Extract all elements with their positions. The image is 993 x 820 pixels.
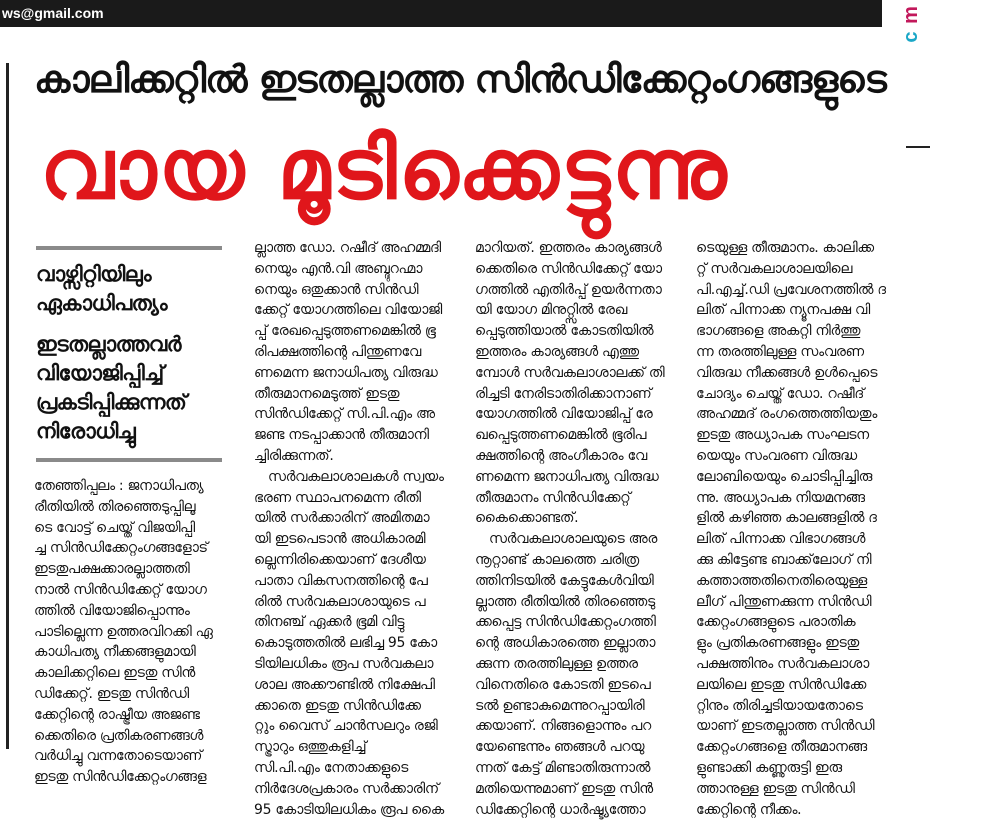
article-line: ശാല അക്കൗണ്ടിൽ നിക്ഷേപി bbox=[254, 676, 435, 693]
article-line: ക്കുന്ന തരത്തിലുള്ള ഉത്തര bbox=[475, 655, 638, 672]
article-line: റ്റും വൈസ് ചാൻസലറും രജി bbox=[254, 718, 438, 735]
article-line: വർധിച്ചു വന്നതോടെയാണ് bbox=[34, 748, 203, 765]
article-line: ടെ വോട്ട് ചെയ്ത് വിജയിപ്പി bbox=[34, 519, 195, 536]
article-line: ജണ്ട നടപ്പാക്കാൻ തീരുമാനി bbox=[254, 427, 429, 444]
article-line: ഇടതു അധ്യാപക സംഘടന bbox=[696, 427, 869, 444]
article-line: പ്പ് രേഖപ്പെടുത്തണമെങ്കിൽ ഭൂ bbox=[254, 323, 436, 340]
article-line: ഭാഗങ്ങളെ അകറ്റി നിർത്തു bbox=[696, 323, 861, 340]
article-line: യോഗത്തിൽ വിയോജിപ്പ് രേ bbox=[475, 406, 653, 423]
article-line: ഗത്തിൽ എതിർപ്പ് ഉയർന്നതാ bbox=[475, 281, 662, 298]
article-line: ലിത് പിന്നാക്ക ന്യൂനപക്ഷ വി bbox=[696, 302, 870, 319]
highlight-box bbox=[36, 246, 222, 462]
article-line: പി.എച്ച്.ഡി പ്രവേശനത്തിൽ ദ bbox=[696, 281, 886, 298]
article-line: ക്കേറ്റംഗങ്ങളുടെ പരാതിക bbox=[696, 614, 856, 631]
highlight-line: പ്രകടിപ്പിക്കുന്നത് bbox=[36, 390, 187, 414]
article-line: ക്കെതിരെ പ്രതികരണങ്ങൾ bbox=[34, 727, 204, 744]
article-line: ളിൽ കഴിഞ്ഞ കാലങ്ങളിൽ ദ bbox=[696, 510, 877, 527]
article-line: ന്നത് കേട്ട് മിണ്ടാതിരുന്നാൽ bbox=[475, 759, 651, 776]
article-line: പക്ഷത്തിനും സർവകലാശാ bbox=[696, 655, 869, 672]
article-line: മ്പോൾ സർവകലാശാലക്ക് തി bbox=[475, 364, 665, 381]
article-line: നൂറ്റാണ്ട് കാലത്തെ ചരിത്ര bbox=[475, 551, 639, 568]
highlight-line: വിയോജിപ്പിച്ച് bbox=[36, 361, 164, 385]
article-line: യി ഇടപെടാൻ അധികാരമി bbox=[254, 531, 426, 548]
article-line: രീതിയിൽ തിരഞ്ഞെടുപ്പിലൂ bbox=[34, 498, 196, 515]
article-column-1 bbox=[34, 476, 224, 786]
article-line: ല്ലാത്ത ഡോ. റഷീദ് അഹമ്മദി bbox=[254, 240, 441, 256]
article-line: തേഞ്ഞിപ്പലം : ജനാധിപത്യ bbox=[34, 478, 204, 494]
side-rule bbox=[906, 146, 930, 148]
article-line: നെയും എൻ.വി അബ്ദുറഹ്മാ bbox=[254, 260, 423, 277]
article-line: ത്താനുള്ള ഇടതു സിൻഡി bbox=[696, 780, 855, 797]
article-column-4 bbox=[696, 238, 904, 818]
article-line: ച്ച സിൻഡിക്കേറ്റംഗങ്ങളോട് bbox=[34, 540, 208, 557]
kicker-headline: കാലിക്കറ്റിൽ ഇടതല്ലാത്ത സിൻഡിക്കേറ്റംഗങ്ങളുടെ bbox=[34, 57, 886, 101]
article-line: ക്കേറ്റിന്റെ രാഷ്ട്രീയ അജണ്ട bbox=[34, 706, 200, 723]
article-line: ഇടതുപക്ഷക്കാരല്ലാത്തതി bbox=[34, 561, 190, 578]
side-letter-c: c bbox=[900, 31, 922, 43]
email-text: ws@gmail.com bbox=[2, 5, 104, 21]
side-letter-m: m bbox=[900, 6, 922, 24]
main-headline: വായ മൂടിക്കെട്ടുന്നു bbox=[40, 120, 729, 218]
article-line: കൈക്കൊണ്ടത്. bbox=[475, 510, 579, 527]
article-line: കൊടുത്തതിൽ ലഭിച്ച 95 കോ bbox=[254, 635, 437, 652]
highlight-line: ഇടതല്ലാത്തവർ bbox=[36, 332, 181, 356]
article-line: ക്കേറ്റ് യോഗത്തിലെ വിയോജി bbox=[254, 302, 442, 319]
article-line: പാതാ വികസനത്തിന്റെ പേ bbox=[254, 572, 428, 589]
article-line: സിൻഡിക്കേറ്റ് സി.പി.എം അ bbox=[254, 406, 435, 423]
article-line: പാടില്ലെന്ന ഉത്തരവിറക്കി ഏ bbox=[34, 623, 213, 640]
article-line: വിനെതിരെ കോടതി ഇടപെ bbox=[475, 676, 651, 693]
article-line: മാറിയത്. ഇത്തരം കാര്യങ്ങൾ bbox=[475, 240, 662, 256]
article-line: ക്കെതിരെ സിൻഡിക്കേറ്റ് യോ bbox=[475, 260, 662, 277]
article-line: യേണ്ടെന്നും ഞങ്ങൾ പറയു bbox=[475, 739, 645, 756]
article-line: ക്കു കിട്ടേണ്ട ബാക്ക്‌ലോഗ് നി bbox=[696, 551, 872, 568]
article-line: ലോബിയെയും ചൊടിപ്പിച്ചിരു bbox=[696, 468, 873, 485]
article-line: ന്ന തരത്തിലുള്ള സംവരണ bbox=[696, 343, 864, 360]
article-line: ടിയിലധികം രൂപ സർവകലാ bbox=[254, 655, 434, 672]
article-line: ഭരണ സ്ഥാപനമെന്ന രീതി bbox=[254, 489, 421, 506]
highlight-line: ഏകാധിപത്യം bbox=[36, 291, 168, 315]
article-line: ക്കേറ്റംഗങ്ങളെ തീരുമാനങ്ങ bbox=[696, 739, 867, 756]
article-line: ണമെന്ന ജനാധിപത്യ വിരുദ്ധ bbox=[254, 364, 438, 381]
article-line: കാലിക്കറ്റിലെ ഇടതു സിൻ bbox=[34, 665, 195, 682]
article-column-2 bbox=[254, 238, 462, 818]
article-column-3 bbox=[475, 238, 683, 818]
article-line: ന്നു. അധ്യാപക നിയമനങ്ങ bbox=[696, 489, 865, 506]
article-line: ല്ലാത്ത രീതിയിൽ തിരഞ്ഞെടു bbox=[475, 593, 655, 610]
article-line: ഇത്തരം കാര്യങ്ങൾ എത്തു bbox=[475, 343, 639, 360]
article-line: ന്റെ അധികാരത്തെ ഇല്ലാതാ bbox=[475, 635, 656, 652]
article-line: റ്റിനും തിരിച്ചടിയായതോടെ bbox=[696, 697, 863, 714]
article-line: ചോദ്യം ചെയ്ത് ഡോ. റഷീദ് bbox=[696, 385, 865, 402]
article-line: ലയിലെ ഇടതു സിൻഡിക്കേ bbox=[696, 676, 866, 693]
article-line: രിച്ചടി നേരിടാതിരിക്കാനാണ് bbox=[475, 385, 652, 402]
article-line: രിപക്ഷത്തിന്റെ പിന്തുണവേ bbox=[254, 343, 421, 360]
article-line: നാൽ സിൻഡിക്കേറ്റ് യോഗ bbox=[34, 581, 207, 598]
highlight-line: വാഴ്സിറ്റിയിലും bbox=[36, 262, 152, 286]
article-line: തീരുമാനമെടുത്ത് ഇടതു bbox=[254, 385, 400, 402]
article-line: പ്പെടുത്തിയാൽ കോടതിയിൽ bbox=[475, 323, 654, 340]
article-line: ണമെന്ന ജനാധിപത്യ വിരുദ്ധ bbox=[475, 468, 659, 485]
article-line: യെയും സംവരണ വിരുദ്ധ bbox=[696, 447, 857, 464]
article-line: ടെയുള്ള തീരുമാനം. കാലിക്ക bbox=[696, 240, 874, 256]
article-line: ത്തിൽ വിയോജിപ്പൊന്നും bbox=[34, 602, 190, 619]
article-line: ത്തിനിടയിൽ കേട്ടുകേൾവിയി bbox=[475, 572, 654, 589]
highlight-line: നിരോധിച്ചു bbox=[36, 419, 136, 443]
article-line: അഹമ്മദ് രംഗത്തെത്തിയതും bbox=[696, 406, 878, 423]
article-line: യിൽ സർക്കാരിന് അമിതമാ bbox=[254, 510, 430, 527]
article-line: ക്കേറ്റിന്റെ നീക്കം. bbox=[696, 801, 802, 818]
article-line: സർവകലാശാലകൾ സ്വയം bbox=[268, 468, 444, 485]
article-line: 95 കോടിയിലധികം രൂപ കൈ bbox=[254, 801, 444, 818]
article-line: ഖപ്പെടുത്തണമെങ്കിൽ ഭൂരിപ bbox=[475, 427, 647, 444]
article-line: ല്ലെന്നിരിക്കെയാണ് ദേശീയ bbox=[254, 551, 426, 568]
side-margin-letters bbox=[900, 4, 922, 48]
article-line: ഇടതു സിൻഡിക്കേറ്റംഗങ്ങള bbox=[34, 769, 207, 786]
article-line: മതിയെന്നുമാണ് ഇടതു സിൻ bbox=[475, 780, 653, 797]
article-line: കത്താത്തതിനെതിരെയുള്ള bbox=[696, 572, 867, 589]
article-line: നിർദേശപ്രകാരം സർക്കാരിന് bbox=[254, 780, 439, 797]
article-line: ളുണ്ടാക്കി കണ്ണുരുട്ടി ഇരു bbox=[696, 759, 842, 776]
article-line: യാണ് ഇടതല്ലാത്ത സിൻഡി bbox=[696, 718, 875, 735]
article-line: ലിത് പിന്നാക്ക വിഭാഗങ്ങൾ bbox=[696, 531, 866, 548]
article-line: തിനഞ്ച് ഏക്കർ ഭൂമി വിട്ടു bbox=[254, 614, 405, 631]
article-line: ക്കാതെ ഇടതു സിൻഡിക്കേ bbox=[254, 697, 421, 714]
article-line: ച്ചിരിക്കുന്നത്. bbox=[254, 447, 334, 464]
article-line: ക്കയാണ്. നിങ്ങളൊന്നും പറ bbox=[475, 718, 651, 735]
article-line: തീരുമാനം സിൻഡിക്കേറ്റ് bbox=[475, 489, 631, 506]
article-line: ക്ഷത്തിന്റെ അംഗീകാരം വേ bbox=[475, 447, 648, 464]
article-line: റ്റ് സർവകലാശാലയിലെ bbox=[696, 260, 853, 277]
article-line: ക്കപ്പെട്ട സിൻഡിക്കേറ്റംഗത്തി bbox=[475, 614, 656, 631]
article-line: നെയും ഒതുക്കാൻ സിൻഡി bbox=[254, 281, 419, 298]
article-line: സ്ട്രാറും ഒത്തുകളിച്ച് bbox=[254, 739, 367, 756]
article-line: ഡിക്കേറ്റ്. ഇടതു സിൻഡി bbox=[34, 685, 189, 702]
article-line: രിൽ സർവകലാശായുടെ പ bbox=[254, 593, 426, 610]
article-line: സി.പി.എം നേതാക്കളുടെ bbox=[254, 759, 409, 776]
article-line: സർവകലാശാലയുടെ അര bbox=[489, 531, 658, 548]
article-line: ഡിക്കേറ്റിന്റെ ധാർഷ്ട്യത്തോ bbox=[475, 801, 646, 818]
article-line: ളും പ്രതികരണങ്ങളും ഇടതു bbox=[696, 635, 860, 652]
article-line: കാധിപത്യ നീക്കങ്ങളുമായി bbox=[34, 644, 196, 661]
box-bottom-rule bbox=[36, 458, 222, 462]
article-line: ലീഗ് പിന്തുണക്കുന്ന സിൻഡി bbox=[696, 593, 872, 610]
masthead-bar bbox=[0, 0, 882, 27]
article-line: വിരുദ്ധ നീക്കങ്ങൾ ഉൾപ്പെടെ bbox=[696, 364, 878, 381]
article-line: ടൽ ഉണ്ടാകുമെന്നുറപ്പായിരി bbox=[475, 697, 645, 714]
article-line: യി യോഗ മിനുറ്റ്സിൽ രേഖ bbox=[475, 302, 628, 319]
left-column-rule bbox=[6, 63, 9, 749]
